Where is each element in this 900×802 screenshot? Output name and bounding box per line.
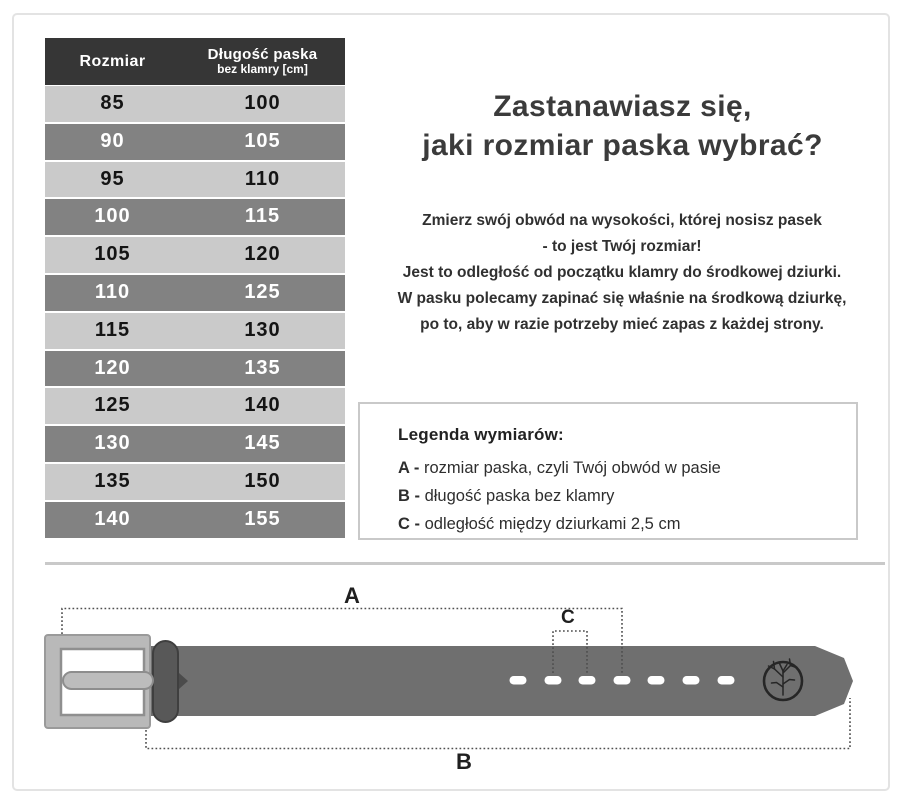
- length-cell: 150: [244, 469, 281, 492]
- legend-item-c: [398, 510, 846, 538]
- legend-key-b: B -: [398, 487, 420, 505]
- intro-line: Jest to odległość od początku klamry do środkowej dziurki.: [402, 264, 842, 281]
- length-cell: 155: [244, 507, 281, 530]
- legend-key-c: C -: [398, 515, 420, 533]
- length-cell: 105: [244, 129, 281, 152]
- size-cell: 135: [94, 469, 131, 492]
- table-row: [45, 313, 345, 349]
- intro-line: po to, aby w razie potrzeby mieć zapas z każdej strony.: [420, 316, 824, 333]
- size-cell: 120: [94, 356, 131, 379]
- intro-paragraph: [352, 208, 892, 338]
- length-header-line2: bez klamry [cm]: [217, 62, 308, 77]
- size-cell: 105: [94, 243, 131, 266]
- size-table-header: [45, 38, 345, 85]
- intro-line: - to jest Twój rozmiar!: [542, 238, 702, 255]
- table-row: [45, 464, 345, 500]
- table-row: [45, 162, 345, 198]
- buckle-prong: [63, 672, 153, 689]
- table-row: [45, 237, 345, 273]
- length-header-line1: Długość paska: [207, 45, 318, 63]
- legend-text-a: rozmiar paska, czyli Twój obwód w pasie: [423, 459, 721, 477]
- intro-line: W pasku polecamy zapinać się właśnie na środkową dziurkę,: [397, 290, 847, 307]
- length-cell: 115: [244, 205, 281, 228]
- intro-line: Zmierz swój obwód na wysokości, której nosisz pasek: [422, 212, 822, 229]
- legend-box: [358, 402, 858, 540]
- length-cell: 145: [244, 432, 281, 455]
- belt-hole: [718, 676, 735, 685]
- belt-strap: [150, 646, 853, 716]
- belt-hole: [545, 676, 562, 685]
- table-row: [45, 388, 345, 424]
- belt-hole: [648, 676, 665, 685]
- size-table-rows: [45, 86, 345, 538]
- table-row: [45, 86, 345, 122]
- legend-text-c: odległość między dziurkami 2,5 cm: [424, 515, 681, 533]
- length-cell: 120: [244, 243, 281, 266]
- size-cell: 125: [94, 394, 131, 417]
- dimension-label-a: A: [344, 583, 360, 608]
- length-cell: 130: [244, 318, 281, 341]
- page-title-line2: jaki rozmiar paska wybrać?: [422, 129, 823, 162]
- dimension-label-c: C: [561, 607, 575, 628]
- belt-diagram: [0, 575, 900, 790]
- table-row: [45, 124, 345, 160]
- length-cell: 110: [244, 167, 281, 190]
- page-title: [355, 87, 890, 165]
- legend-key-a: A -: [398, 459, 420, 477]
- length-column-header: [180, 38, 345, 85]
- length-cell: 125: [244, 280, 281, 303]
- table-row: [45, 351, 345, 387]
- legend-title: Legenda wymiarów:: [398, 425, 564, 444]
- size-cell: 140: [94, 507, 131, 530]
- length-cell: 135: [244, 356, 281, 379]
- size-cell: 90: [100, 129, 125, 152]
- size-cell: 100: [94, 205, 131, 228]
- size-cell: 115: [94, 318, 131, 341]
- belt-hole: [579, 676, 596, 685]
- size-cell: 110: [94, 280, 131, 303]
- page-title-line1: Zastanawiasz się,: [493, 90, 752, 123]
- table-row: [45, 275, 345, 311]
- table-row: [45, 502, 345, 538]
- size-cell: 130: [94, 432, 131, 455]
- legend-text-b: długość paska bez klamry: [424, 487, 615, 505]
- length-cell: 100: [244, 92, 281, 114]
- belt-hole: [683, 676, 700, 685]
- belt-keeper-loop: [153, 641, 178, 722]
- size-cell: 95: [100, 167, 125, 190]
- legend-item-a: [398, 454, 846, 482]
- size-table: [45, 38, 345, 538]
- length-cell: 140: [244, 394, 281, 417]
- size-cell: 85: [100, 92, 125, 114]
- table-row: [45, 199, 345, 235]
- belt-hole: [510, 676, 527, 685]
- belt-hole: [614, 676, 631, 685]
- section-divider: [45, 562, 885, 565]
- table-row: [45, 426, 345, 462]
- size-column-header: Rozmiar: [79, 52, 146, 70]
- legend-item-b: [398, 482, 846, 510]
- dimension-label-b: B: [456, 749, 472, 774]
